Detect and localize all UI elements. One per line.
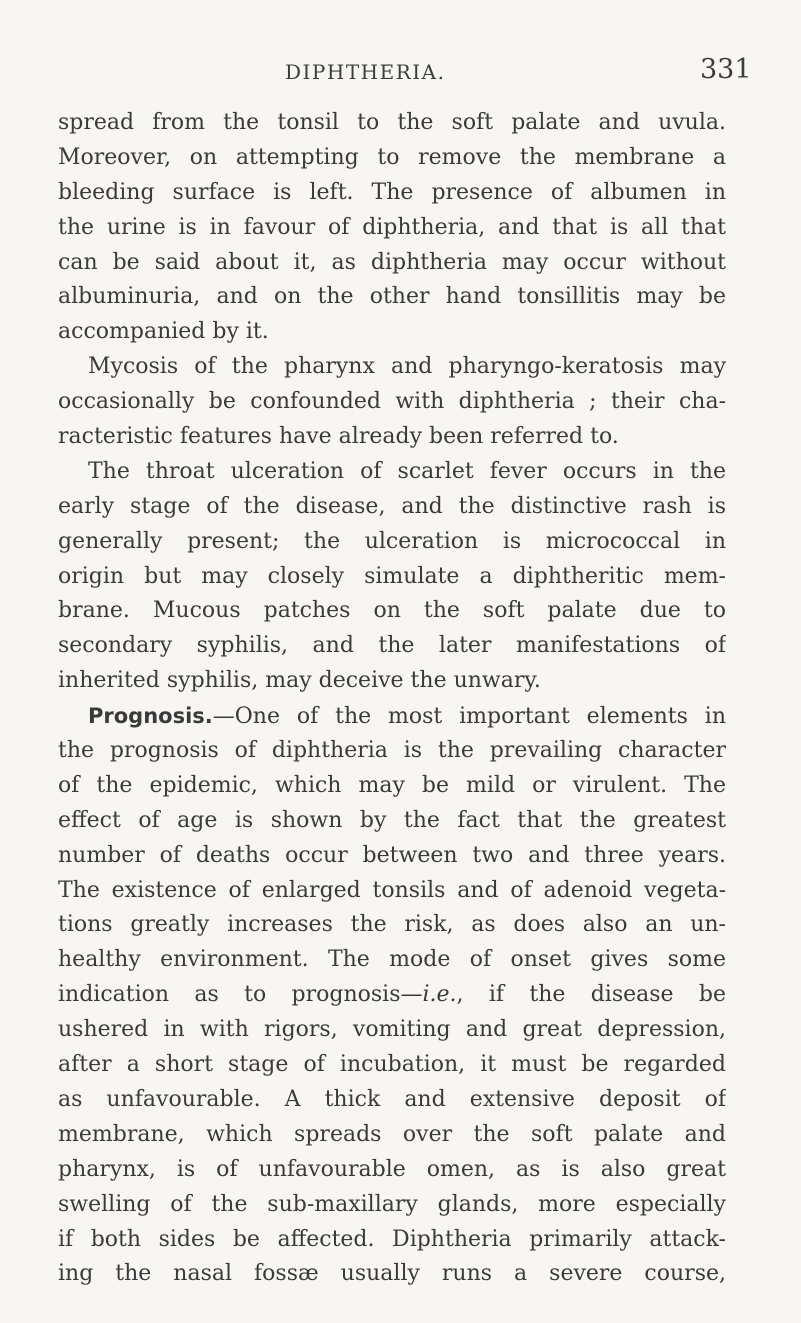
text-line: pharynx, is of unfavourable omen, as is also great	[58, 1156, 726, 1182]
text-line: healthy environment. The mode of onset gives some	[58, 947, 726, 973]
text-line: The existence of enlarged tonsils and of adenoid vegeta-	[58, 877, 726, 903]
text-line: ing the nasal fossæ usually runs a severe course,	[58, 1261, 726, 1287]
prognosis-line-text: —One of the most important elements in	[212, 704, 726, 730]
text-line: the prognosis of diphtheria is the prevailing character	[58, 738, 726, 764]
text-line: if both sides be affected. Diphtheria primarily attack-	[58, 1226, 726, 1252]
running-title: DIPHTHERIA.	[285, 60, 446, 84]
text-line: can be said about it, as diphtheria may occur without	[58, 249, 726, 275]
text-line: early stage of the disease, and the distinctive rash is	[58, 493, 726, 519]
text-line: generally present; the ulceration is micrococcal in	[58, 528, 726, 554]
text-line: inherited syphilis, may deceive the unwary.	[58, 668, 541, 694]
prognosis-line	[58, 699, 726, 734]
indication-text-before: indication as to prognosis—	[58, 982, 423, 1008]
text-line: occasionally be confounded with diphtheria ; their cha-	[58, 389, 726, 415]
section-heading-prognosis: Prognosis.	[88, 704, 213, 729]
text-line: ushered in with rigors, vomiting and great depression,	[58, 1017, 726, 1043]
indication-text-after: , if the disease be	[456, 982, 726, 1008]
indication-line	[58, 978, 726, 1013]
text-line: tions greatly increases the risk, as does also an un-	[58, 912, 726, 938]
text-line: The throat ulceration of scarlet fever occurs in the	[88, 458, 726, 484]
text-line: origin but may closely simulate a diphtheritic mem-	[58, 563, 726, 589]
text-line: number of deaths occur between two and three years.	[58, 842, 726, 868]
text-line: membrane, which spreads over the soft palate and	[58, 1121, 726, 1147]
text-line: swelling of the sub-maxillary glands, more especially	[58, 1191, 726, 1217]
indication-italic: i.e.	[422, 982, 457, 1008]
text-line: effect of age is shown by the fact that the greatest	[58, 807, 726, 833]
text-line: accompanied by it.	[58, 319, 269, 345]
text-line: secondary syphilis, and the later manifestations of	[58, 633, 726, 659]
text-line: brane. Mucous patches on the soft palate due to	[58, 598, 726, 624]
text-line: as unfavourable. A thick and extensive deposit of	[58, 1086, 726, 1112]
text-line: Mycosis of the pharynx and pharyngo-keratosis may	[88, 354, 726, 380]
text-line: bleeding surface is left. The presence of albumen in	[58, 179, 726, 205]
text-line: racteristic features have already been referred to.	[58, 424, 619, 450]
text-line: the urine is in favour of diphtheria, and that is all that	[58, 214, 726, 240]
text-line: albuminuria, and on the other hand tonsillitis may be	[58, 284, 726, 310]
page-number: 331	[700, 54, 752, 85]
text-line: spread from the tonsil to the soft palate and uvula.	[58, 110, 726, 135]
text-line: Moreover, on attempting to remove the membrane a	[58, 144, 726, 170]
body-text	[58, 106, 726, 1292]
text-line: after a short stage of incubation, it must be regarded	[58, 1052, 726, 1078]
text-line: of the epidemic, which may be mild or virulent. The	[58, 772, 726, 798]
